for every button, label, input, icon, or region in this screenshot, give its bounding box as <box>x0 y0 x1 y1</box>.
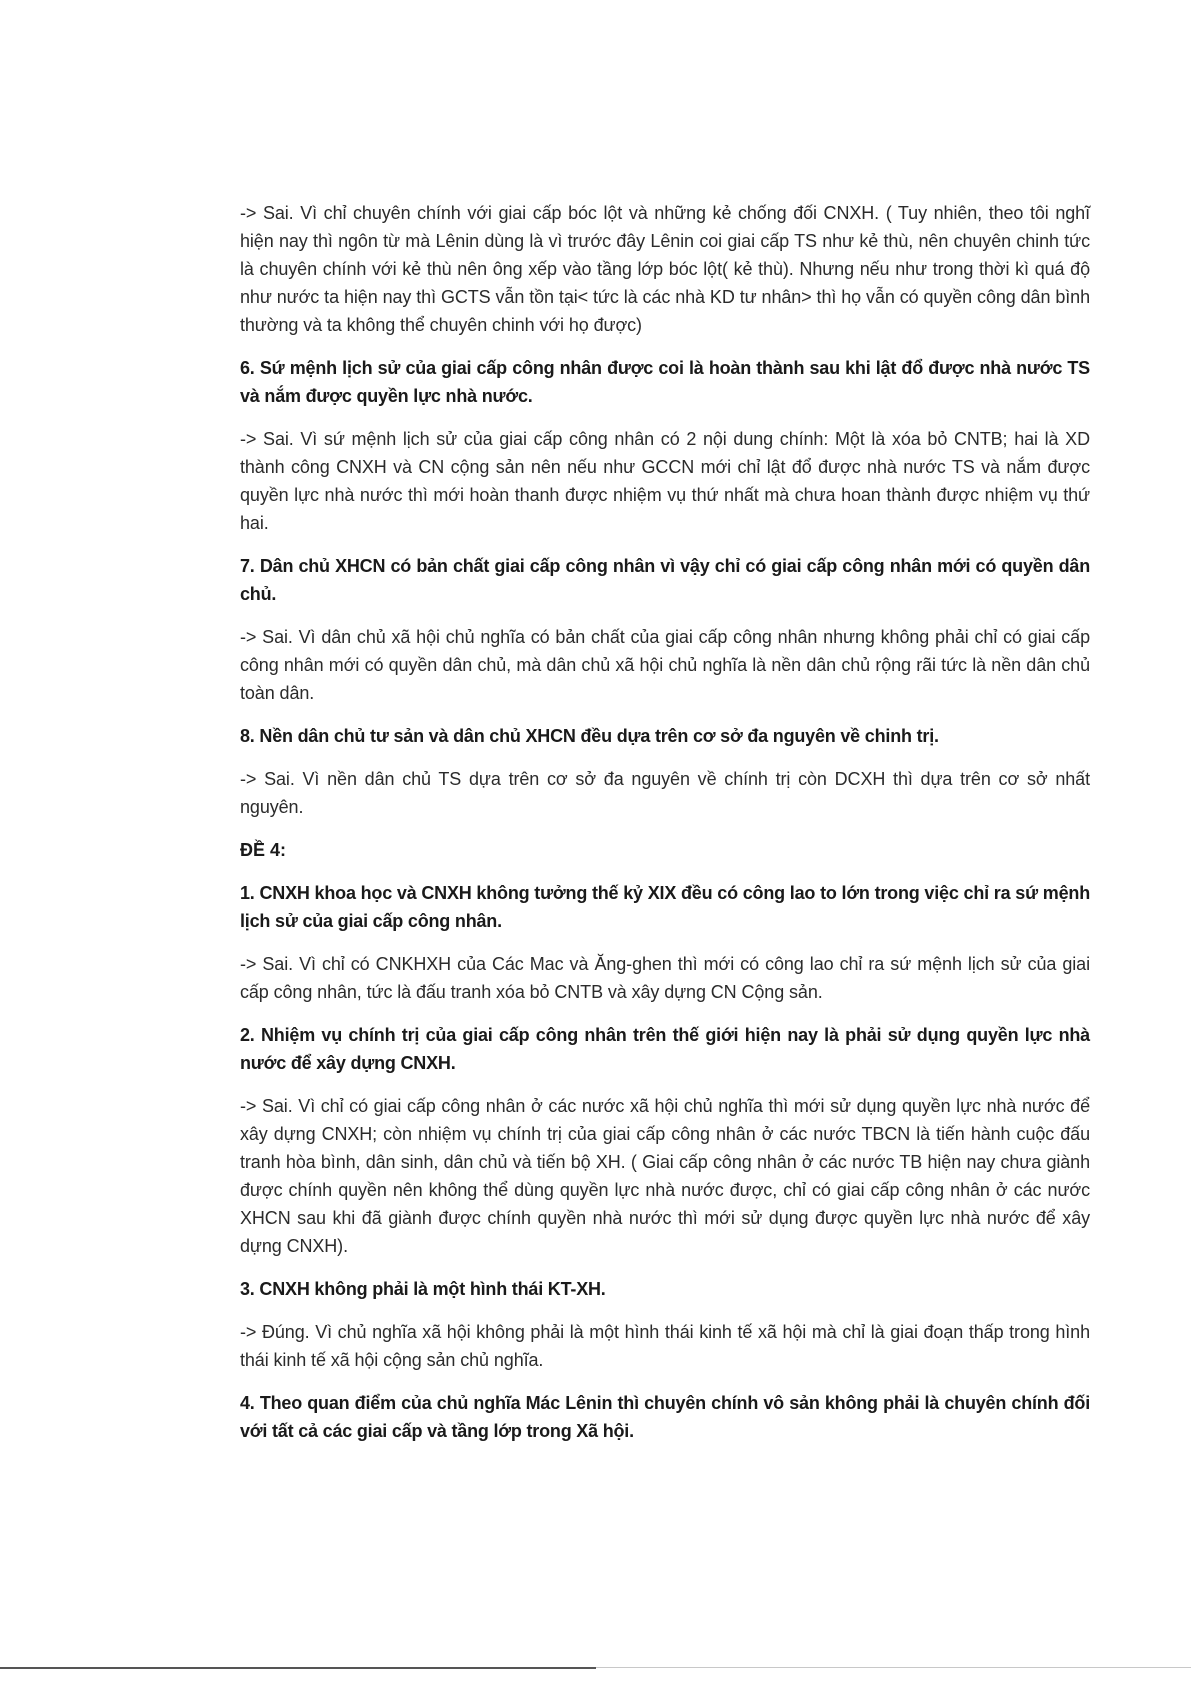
section-heading: ĐỀ 4: <box>240 840 287 860</box>
question-6: 6. Sứ mệnh lịch sử của giai cấp công nhân được coi là hoàn thành sau khi lật đổ được nhà nước TS và nắm được quyền lực nhà nước. <box>240 358 1090 406</box>
answer-paragraph: -> Sai. Vì chỉ có CNKHXH của Các Mac và Ăng-ghen thì mới có công lao chỉ ra sứ mệnh lịch sử của giai cấp công nhân, tức là đấu tranh xóa bỏ CNTB và xây dựng CN Cộng sản. <box>240 954 1090 1002</box>
answer-paragraph: -> Sai. Vì chỉ chuyên chính với giai cấp bóc lột và những kẻ chống đối CNXH. ( Tuy nhiên, theo tôi nghĩ hiện nay thì ngôn từ mà Lênin dùng là vì trước đây Lênin coi giai cấp TS như kẻ thù, nên chuyên chinh tức là chuyên chính với kẻ thù nên ông xếp vào tầng lớp bóc lột( kẻ thù). Nhưng nếu như trong thời kì quá độ như nước ta hiện nay thì GCTS vẫn tồn tại< tức là các nhà KD tư nhân> thì họ vẫn có quyền công dân bình thường và ta không thể chuyên chinh với họ được) <box>240 203 1090 335</box>
document-page <box>240 199 1090 1460</box>
question-2: 2. Nhiệm vụ chính trị của giai cấp công nhân trên thế giới hiện nay là phải sử dụng quyền lực nhà nước để xây dựng CNXH. <box>240 1025 1090 1073</box>
question-1: 1. CNXH khoa học và CNXH không tưởng thế kỷ XIX đều có công lao to lớn trong việc chỉ ra sứ mệnh lịch sử của giai cấp công nhân. <box>240 883 1090 931</box>
answer-paragraph: -> Sai. Vì chỉ có giai cấp công nhân ở các nước xã hội chủ nghĩa thì mới sử dụng quyền lực nhà nước để xây dựng CNXH; còn nhiệm vụ chính trị của giai cấp công nhân ở các nước TBCN là tiến hành cuộc đấu tranh hòa bình, dân sinh, dân chủ và tiến bộ XH. ( Giai cấp công nhân ở các nước TB hiện nay chưa giành được chính quyền nên không thể dùng quyền lực nhà nước được, chỉ có giai cấp công nhân ở các nước XHCN sau khi đã giành được chính quyền nhà nước thì mới sử dụng được quyền lực nhà nước để xây dựng CNXH). <box>240 1096 1090 1256</box>
answer-paragraph: -> Sai. Vì sứ mệnh lịch sử của giai cấp công nhân có 2 nội dung chính: Một là xóa bỏ CNTB; hai là XD thành công CNXH và CN cộng sản nên nếu như GCCN mới chỉ lật đổ được nhà nước TS và nắm được quyền lực nhà nước thì mới hoàn thanh được nhiệm vụ thứ nhất mà chưa hoan thành được nhiệm vụ thứ hai. <box>240 429 1090 533</box>
question-3: 3. CNXH không phải là một hình thái KT-XH. <box>240 1279 606 1299</box>
answer-paragraph: -> Sai. Vì dân chủ xã hội chủ nghĩa có bản chất của giai cấp công nhân nhưng không phải chỉ có giai cấp công nhân mới có quyền dân chủ, mà dân chủ xã hội chủ nghĩa là nền dân chủ rộng rãi tức là nền dân chủ toàn dân. <box>240 627 1090 703</box>
question-4: 4. Theo quan điểm của chủ nghĩa Mác Lênin thì chuyên chính vô sản không phải là chuyên chính đối với tất cả các giai cấp và tầng lớp trong Xã hội. <box>240 1393 1090 1441</box>
question-8: 8. Nền dân chủ tư sản và dân chủ XHCN đều dựa trên cơ sở đa nguyên về chinh trị. <box>240 726 939 746</box>
question-7: 7. Dân chủ XHCN có bản chất giai cấp công nhân vì vậy chỉ có giai cấp công nhân mới có quyền dân chủ. <box>240 556 1090 604</box>
answer-paragraph: -> Sai. Vì nền dân chủ TS dựa trên cơ sở đa nguyên về chính trị còn DCXH thì dựa trên cơ sở nhất nguyên. <box>240 769 1090 817</box>
footer-divider-accent <box>0 1667 596 1669</box>
answer-paragraph: -> Đúng. Vì chủ nghĩa xã hội không phải là một hình thái kinh tế xã hội mà chỉ là giai đoạn thấp trong hình thái kinh tế xã hội cộng sản chủ nghĩa. <box>240 1322 1090 1370</box>
